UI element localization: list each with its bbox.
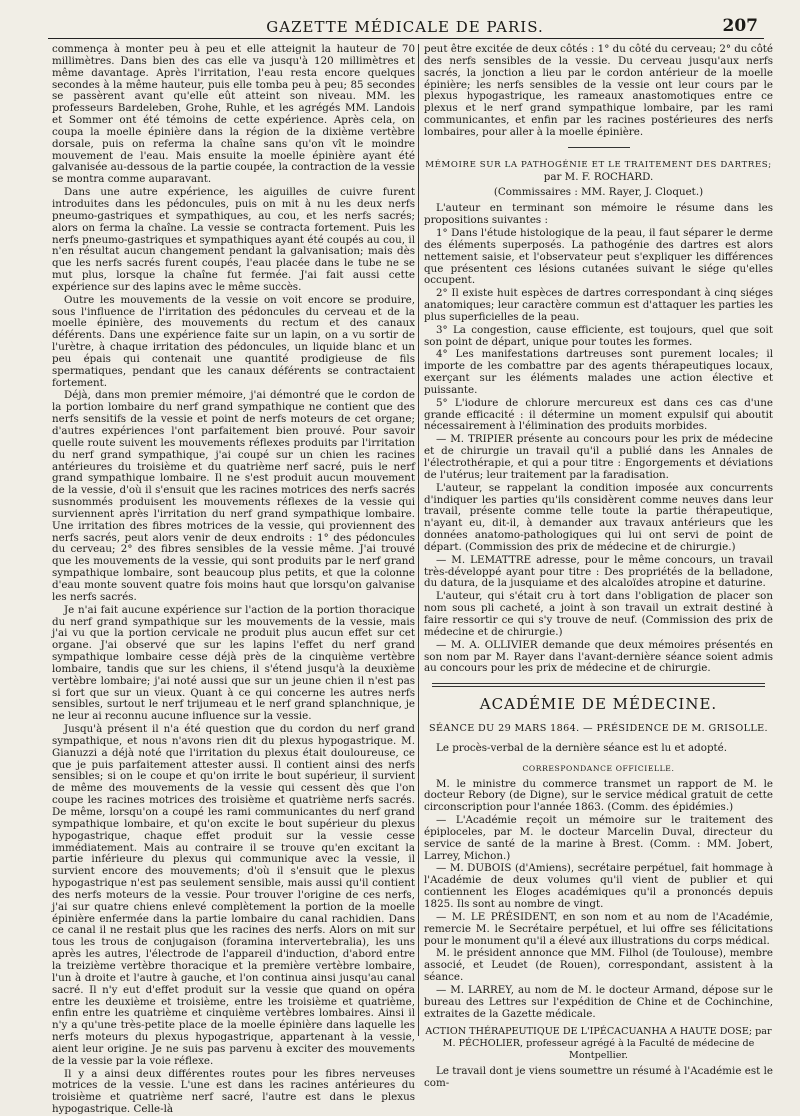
column-divider — [418, 44, 419, 1036]
commissaires: (Commissaires : MM. Rayer, J. Cloquet.) — [493, 186, 704, 199]
paragraph: — M. A. OLLIVIER demande que deux mémoires présentés en son nom par M. Rayer dans l'avant-dernière séance soient admis au concours pour les prix de médecine et de chirurgie. — [424, 638, 773, 675]
page-header — [48, 16, 762, 38]
paragraph: — M. LE PRÉSIDENT, en son nom et au nom de l'Académie, remercie M. le Secrétaire perpétuel, et lui offre ses félicitations pour le monument qu'il a élevé aux illustrations du corps médical. — [424, 910, 773, 947]
list-item: 3° La congestion, cause efficiente, est toujours, quel que soit son point de départ, unique pour toutes les formes. — [424, 323, 773, 348]
paragraph: Jusqu'à présent il n'a été question que du cordon du nerf grand sympathique, et nous n'avons rien dit du plexus hypogastrique. M. Gianuzzi a déjà noté que l'irritation du plexus était douloureuse, ce que je puis parfaitement attester aussi. Il contient ainsi des nerfs sensibles; si on le coupe et qu'on irrite le bout supérieur, il survient de même des mouvements de la vessie qui cessent dès que l'on coupe les racines motrices des troisième et quatrième nerfs sacrés. De même, lorsqu'on a coupé les rami communicantes du nerf grand sympathique lombaire, et qu'on excite le bout supérieur du plexus hypogastrique, chaque effet produit sur la vessie cesse immédiatement. Mais au contraire il se trouve qu'en excitant la partie inférieure du plexus qui communique avec la vessie, il survient encore des mouvements; d'où il s'ensuit que le plexus hypogastrique n'est pas seulement sensible, mais aussi qu'il contient des nerfs moteurs de la vessie. Pour trouver l'origine de ces nerfs, j'ai sur quatre chiens enlevé complètement la portion de la moelle épinière enfermée dans la partie lombaire du canal rachidien. Dans ce canal il ne restait plus que les racines des nerfs. Alors on mit sur tous les trous de conjugaison (foramina intervertebralia), les uns après les autres, l'électrode de l'appareil d'induction, d'abord entre la treizième vertèbre thoracique et la première vertèbre lombaire, l'un à droite et l'autre à gauche, et l'on continua ainsi jusqu'au canal sacré. Il n'y eut d'effet produit sur la vessie que quand on opéra entre les deuxième et troisième, entre les troisième et quatrième, enfin entre les quatrième et cinquième vertèbres lombaires. Ainsi il n'y a qu'une très-petite place de la moelle épinière dans laquelle les nerfs moteurs du plexus hypogastrique, appartenant à la vessie, aient leur origine. Je ne suis pas parvenu à exciter des mouvements de la vessie par la voie réflexe. — [52, 723, 415, 1067]
list-item: 5° L'iodure de chlorure mercureux est dans ces cas d'une grande efficacité : il détermine un moment expulsif qui aboutit nécessairement à l'élimination des produits morbides. — [424, 396, 773, 433]
paragraph: Le travail dont je viens soumettre un résumé à l'Académie est le com- — [424, 1064, 773, 1089]
paragraph: Le procès-verbal de la dernière séance est lu et adopté. — [436, 741, 728, 754]
paragraph: — L'Académie reçoit un mémoire sur le traitement des épiploceles, par M. le docteur Marcelin Duval, directeur du service de santé de la marine à Brest. (Comm. : MM. Jobert, Larrey, Michon.) — [424, 814, 773, 862]
paragraph: M. le président annonce que MM. Filhol (de Toulouse), membre associé, et Leudet (de Rouen), correspondant, assistent à la séance. — [424, 947, 773, 984]
paragraph: Je n'ai fait aucune expérience sur l'action de la portion thoracique du nerf grand sympathique sur les mouvements de la vessie, mais j'ai vu que la portion cervicale ne produit plus aucun effet sur cet organe. J'ai observé que sur les lapins l'effet du nerf grand sympathique lombaire cesse déjà près de la cinquième vertèbre lombaire, tandis que sur les chiens, il s'étend jusqu'à la deuxième vertèbre lombaire; j'ai noté aussi que sur un jeune chien il n'est pas si fort que sur un vieux. Quant à ce qui concerne les autres nerfs sensibles, surtout le nerf trijumeau et le nerf grand splanchnique, je ne leur ai reconnu aucune influence sur la vessie. — [52, 603, 415, 723]
memoire-title: MÉMOIRE SUR LA PATHOGÉNIE ET LE TRAITEMENT DES DARTRES; — [425, 159, 772, 170]
page-number: 207 — [722, 16, 758, 36]
left-column — [52, 43, 415, 1116]
paragraph: — M. DUBOIS (d'Amiens), secrétaire perpétuel, fait hommage à l'Académie de deux volumes qu'il vient de publier et qui contiennent les Eloges académiques qu'il a prononcés depuis 1825. Ils sont au nombre de vingt. — [424, 862, 773, 910]
paragraph: L'auteur en terminant son mémoire le résume dans les propositions suivantes : — [424, 202, 773, 227]
seance-heading: SÉANCE DU 29 MARS 1864. — PRÉSIDENCE DE M. GRISOLLE. — [428, 723, 769, 735]
memoire-author: par M. F. ROCHARD. — [543, 170, 654, 183]
paragraph: — M. TRIPIER présente au concours pour les prix de médecine et de chirurgie un travail qu'il a publié dans les Annales de l'électrothérapie, et qui a pour titre : Engorgements et déviations de l'utérus; leur traitement par la faradisation. — [424, 433, 773, 481]
paragraph: Déjà, dans mon premier mémoire, j'ai démontré que le cordon de la portion lombaire du nerf grand sympathique ne contient que des nerfs sensitifs de la vessie et point de nerfs moteurs de cet organe; d'autres expériences l'ont parfaitement bien prouvé. Pour savoir quelle route suivent les mouvements réflexes produits par l'irritation du nerf grand sympathique, j'ai coupé sur un chien les racines antérieures du troisième et du quatrième nerf sacré, puis le nerf grand sympathique lombaire. Il ne s'est produit aucun mouvement de la vessie, d'où il s'ensuit que les racines motrices des nerfs sacrés susnommés produisent les mouvements réflexes de la vessie qui surviennent après l'irritation du nerf grand sympathique lombaire. Une irritation des fibres motrices de la vessie, qui proviennent des nerfs sacrés, peut alors venir de deux endroits : 1° des pédoncules du cerveau; 2° des fibres sensibles de la vessie même. J'ai trouvé que les mouvements de la vessie, qui sont produits par le nerf grand sympathique lombaire, sont beaucoup plus petits, et que la colonne d'eau monte souvent quatre fois moins haut que lorsqu'on galvanise les nerfs sacrés. — [52, 389, 415, 603]
section-rule — [432, 683, 765, 687]
correspondance-heading: CORRESPONDANCE OFFICIELLE. — [522, 763, 675, 773]
paragraph: L'auteur, se rappelant la condition imposée aux concurrents d'indiquer les parties qu'ils considèrent comme neuves dans leur travail, présente comme telle toute la partie thérapeutique, n'ayant eu, dit-il, à demander aux travaux antérieurs que les données anatomo-pathologiques qui lui ont servi de point de départ. (Commission des prix de médecine et de chirurgie.) — [424, 481, 773, 553]
right-column — [424, 43, 773, 1089]
paragraph: commença à monter peu à peu et elle atteignit la hauteur de 70 millimètres. Dans bien des cas elle va jusqu'à 120 millimètres et même davantage. Après l'irritation, l'eau resta encore quelques secondes à la même hauteur, puis elle tomba peu à peu; 85 secondes se passèrent avant qu'elle eût atteint son niveau. MM. les professeurs Bardeleben, Grohe, Ruhle, et les agrégés MM. Landois et Sommer ont été témoins de cette expérience. Après cela, on coupa la moelle épinière dans la région de la dixième vertèbre dorsale, puis on referma la chaîne sans qu'on vît le moindre mouvement de l'eau. Mais ensuite la moelle épinière ayant été galvanisée au-dessous de la partie coupée, la contraction de la vessie se montra comme auparavant. — [52, 43, 415, 186]
section-separator — [568, 147, 630, 148]
paragraph: peut être excitée de deux côtés : 1° du côté du cerveau; 2° du côté des nerfs sensibles de la vessie. Du cerveau jusqu'aux nerfs sacrés, la jonction a lieu par le cordon antérieur de la moelle épinière; les nerfs sensibles de la vessie ont leur cours par le plexus hypogastrique, les rameaux anastomotiques entre ce plexus et le nerf grand sympathique lombaire, par les rami communicantes, et enfin par les racines postérieures des nerfs lombaires, pour aller à la moelle épinière. — [424, 43, 773, 138]
paragraph: — M. LARREY, au nom de M. le docteur Armand, dépose sur le bureau des Lettres sur l'expédition de Chine et de Cochinchine, extraites de la Gazette médicale. — [424, 983, 773, 1020]
paragraph: Outre les mouvements de la vessie on voit encore se produire, sous l'influence de l'irritation des pédoncules du cerveau et de la moelle épinière, des mouvements du rectum et des canaux déférents. Dans une expérience faite sur un lapin, on a vu sortir de l'urètre, à chaque irritation des pédoncules, un liquide blanc et un peu épais qui contenait une quantité prodigieuse de fils spermatiques, pendant que les canaux déférents se contractaient fortement. — [52, 293, 415, 389]
article-heading: ACTION THÉRAPEUTIQUE DE L'IPÉCACUANHA A HAUTE DOSE; par M. PÉCHOLIER, professeur agrégé à la Faculté de médecine de Montpellier. — [425, 1026, 772, 1062]
list-item: 4° Les manifestations dartreuses sont purement locales; il importe de les combattre par des agents thérapeutiques locaux, exerçant sur les éléments malades une action élective et puissante. — [424, 348, 773, 396]
paragraph: M. le ministre du commerce transmet un rapport de M. le docteur Rebory (de Digne), sur le service médical gratuit de cette circonscription pour l'année 1863. (Comm. des épidémies.) — [424, 777, 773, 814]
list-item: 1° Dans l'étude histologique de la peau, il faut séparer le derme des éléments superposés. La pathogénie des dartres est alors nettement saisie, et l'observateur peut s'expliquer les différences que présentent ces lésions cutanées suivant le siége qu'elles occupent. — [424, 226, 773, 287]
header-rule — [48, 38, 764, 39]
paragraph: Il y a ainsi deux différentes routes pour les fibres nerveuses motrices de la vessie. L'une est dans les racines antérieures du troisième et quatrième nerf sacré, l'autre est dans le plexus hypogastrique. Celle-là — [52, 1067, 415, 1116]
paragraph: — M. LEMATTRE adresse, pour le même concours, un travail très-développé ayant pour titre : Des propriétés de la belladone, du datura, de la jusquiame et des alcaloïdes atropine et daturine. — [424, 553, 773, 590]
paragraph: Dans une autre expérience, les aiguilles de cuivre furent introduites dans les pédoncules, puis on mit à nu les deux nerfs pneumo-gastriques et sympathiques, au cou, et les nerfs sacrés; alors on ferma la chaîne. La vessie se contracta fortement. Puis les nerfs pneumo-gastriques et sympathiques ayant été coupés au cou, il n'en résultat aucun changement pendant la galvanisation; mais dès que les nerfs sacrés furent coupés, l'eau placée dans le tube ne se mut plus, lorsque la chaîne fut fermée. J'ai fait aussi cette expérience sur des lapins avec le même succès. — [52, 186, 415, 293]
paragraph: L'auteur, qui s'était cru à tort dans l'obligation de placer son nom sous pli cacheté, a joint à son travail un extrait destiné à faire ressortir ce qui s'y trouve de neuf. (Commission des prix de médecine et de chirurgie.) — [424, 590, 773, 638]
journal-title: GAZETTE MÉDICALE DE PARIS. — [266, 18, 544, 36]
section-title: ACADÉMIE DE MÉDECINE. — [479, 695, 718, 714]
list-item: 2° Il existe huit espèces de dartres correspondant à cinq siéges anatomiques; leur caractère commun est d'attaquer les parties les plus superficielles de la peau. — [424, 287, 773, 323]
